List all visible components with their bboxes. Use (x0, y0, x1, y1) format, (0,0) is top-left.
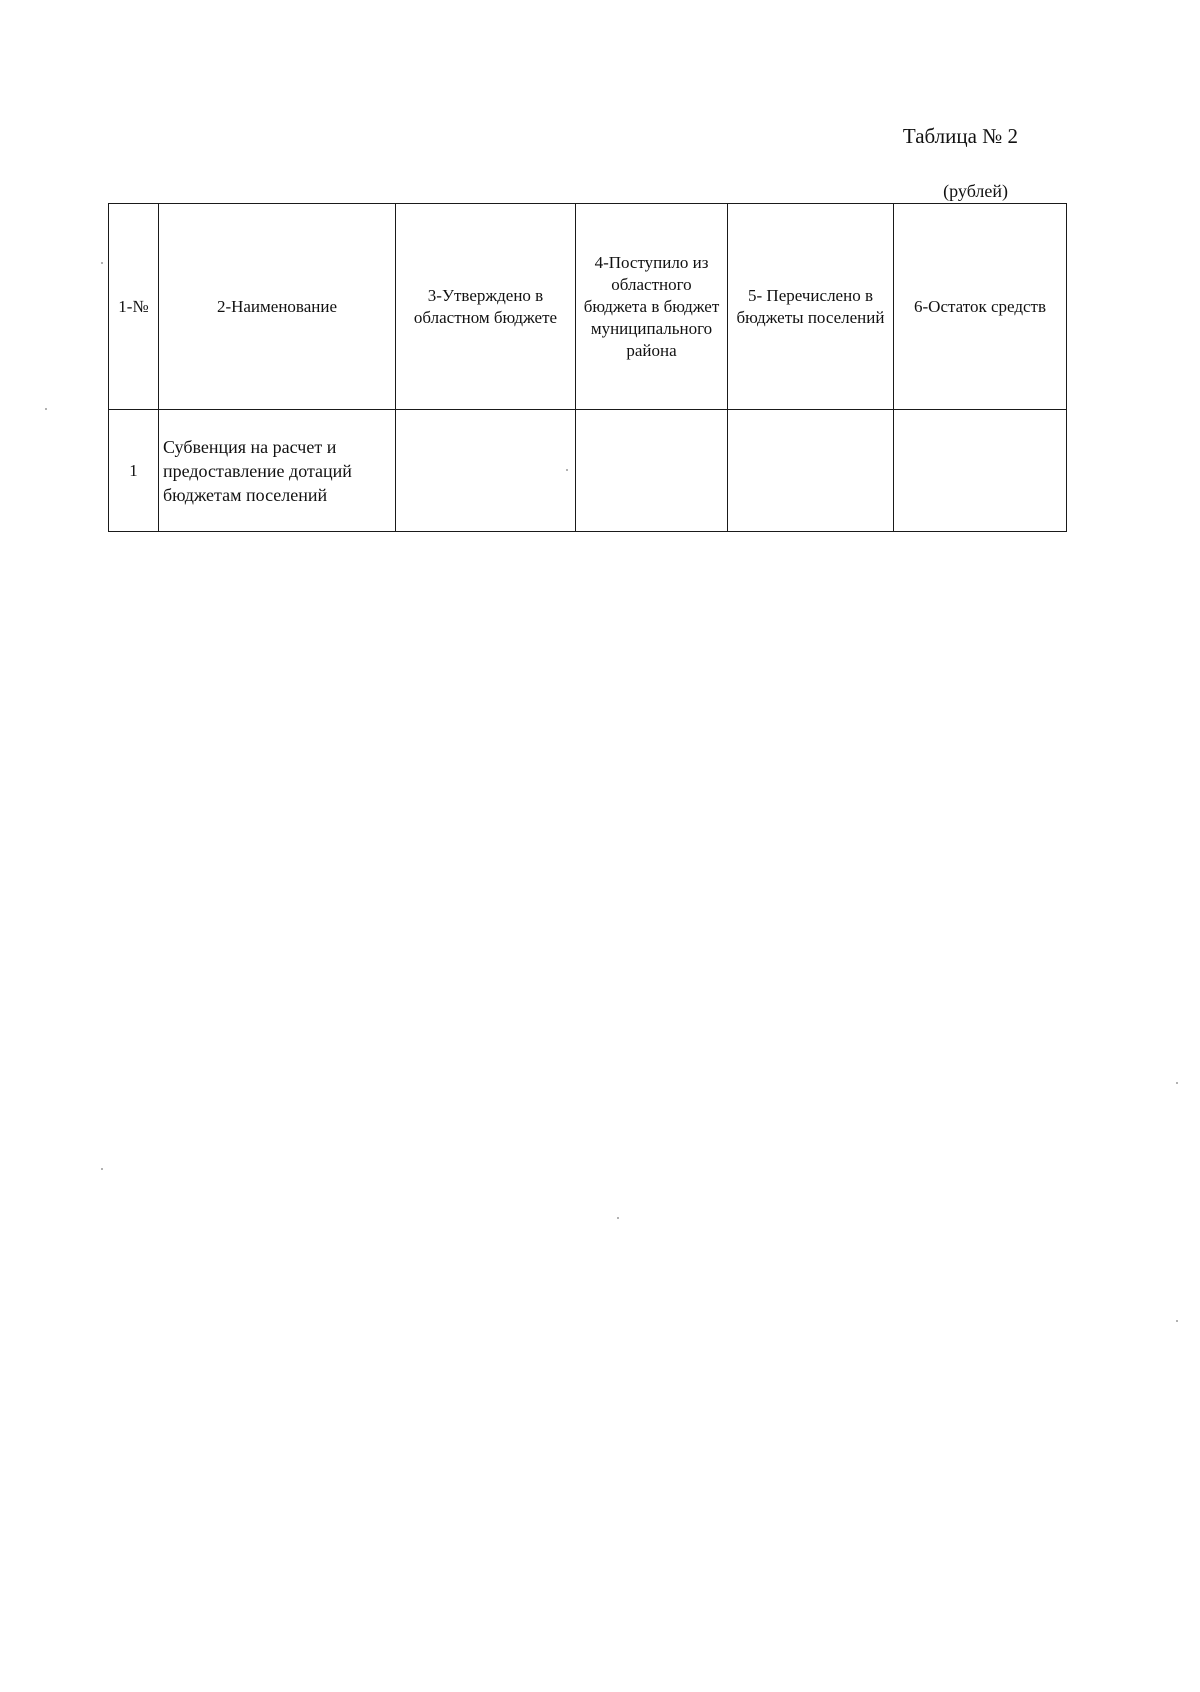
budget-table (108, 203, 1067, 532)
cell-name: Субвенция на расчет и предоставление дотаций бюджетам поселений (159, 410, 396, 532)
scan-speck (101, 262, 103, 264)
header-number: 1-№ (109, 204, 159, 410)
table-title: Таблица № 2 (902, 124, 1018, 148)
header-remainder: 6-Остаток средств (894, 204, 1067, 410)
header-received: 4-Поступило из областного бюджета в бюджет муниципального района (576, 204, 728, 410)
table-row (109, 410, 1067, 532)
cell-number: 1 (109, 410, 159, 532)
scan-speck (1176, 1320, 1178, 1322)
scan-speck (101, 1168, 103, 1170)
cell-transferred (728, 410, 894, 532)
scan-speck (617, 1217, 619, 1219)
cell-approved (396, 410, 576, 532)
header-transferred: 5- Перечислено в бюджеты поселений (728, 204, 894, 410)
scan-speck (1176, 1082, 1178, 1084)
table-header-row (109, 204, 1067, 410)
scan-speck (566, 469, 568, 471)
header-approved: 3-Утверждено в областном бюджете (396, 204, 576, 410)
scan-speck (45, 408, 47, 410)
units-label: (рублей) (943, 181, 1008, 201)
header-name: 2-Наименование (159, 204, 396, 410)
cell-remainder (894, 410, 1067, 532)
cell-received (576, 410, 728, 532)
